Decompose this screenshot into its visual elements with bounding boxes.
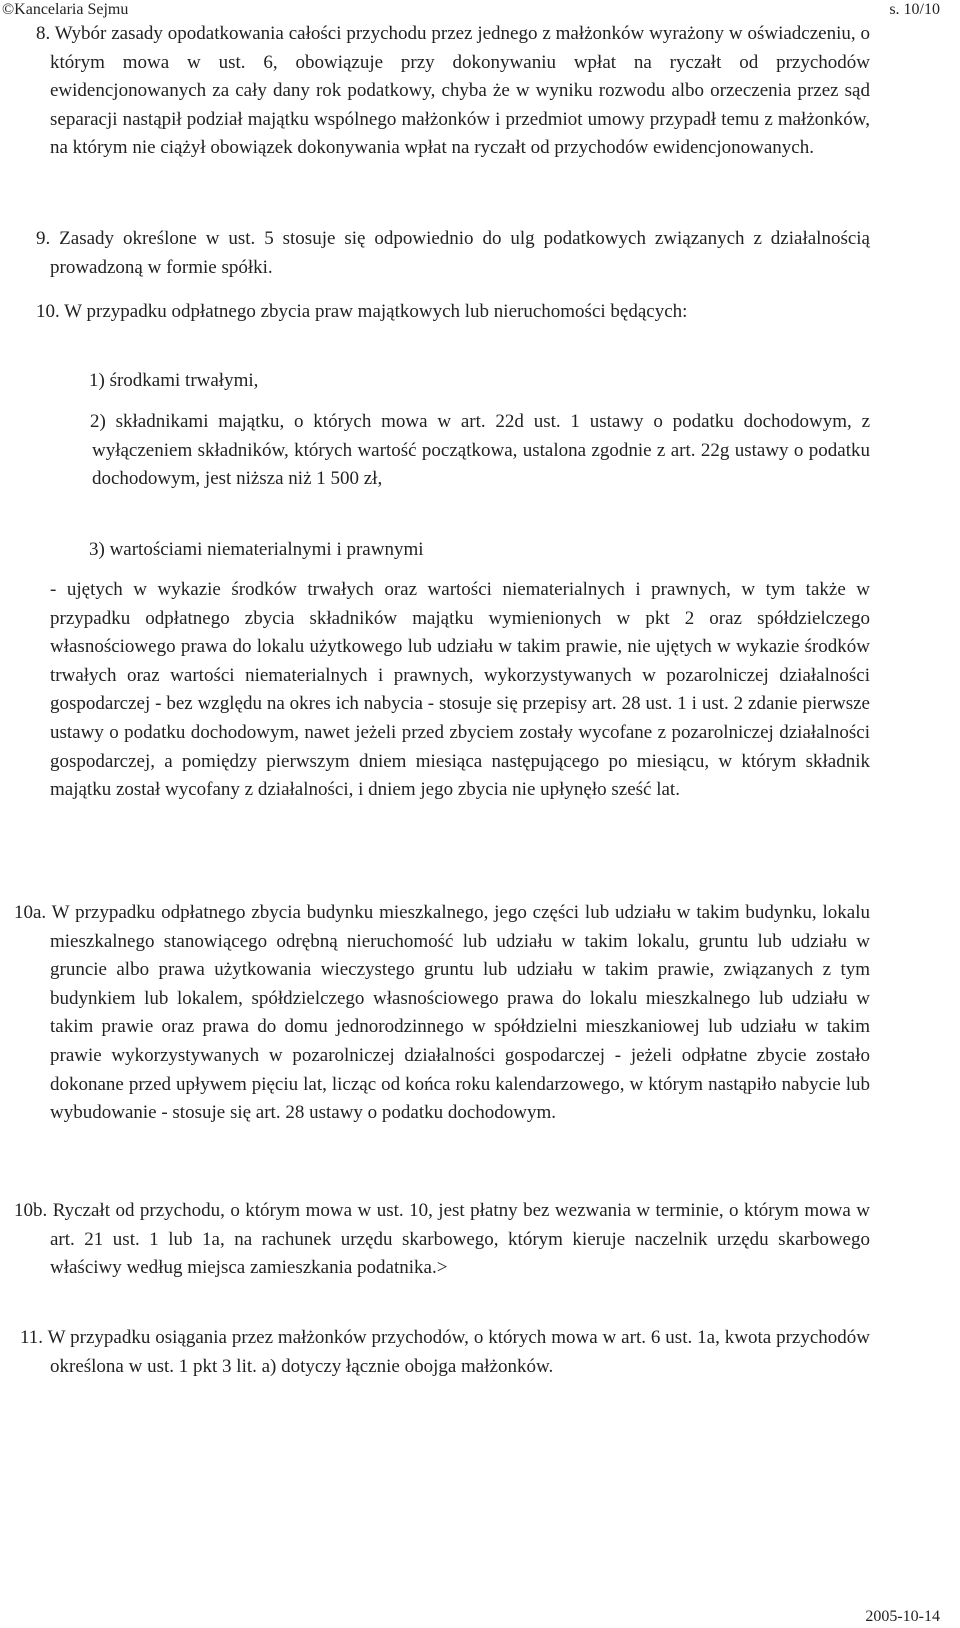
header-source: ©Kancelaria Sejmu (2, 1, 129, 18)
paragraph-10-item-1: 1) środkami trwałymi, (89, 370, 259, 391)
paragraph-11: 11. W przypadku osiągania przez małżonków przychodów, o których mowa w art. 6 ust. 1a, kwota przychodów określona w ust. 1 pkt 3 lit. a) dotyczy łącznie obojga małżonków. (20, 1327, 870, 1377)
paragraph-10: 10. W przypadku odpłatnego zbycia praw majątkowych lub nieruchomości będących: (36, 301, 688, 322)
paragraph-10-item-3: 3) wartościami niematerialnymi i prawnymi (89, 539, 424, 560)
paragraph-10-item-2: 2) składnikami majątku, o których mowa w art. 22d ust. 1 ustawy o podatku dochodowym, z wyłączeniem składników, których wartość początkowa, ustalona zgodnie z art. 22g ustawy o podatku dochodowym, jest niższa niż 1 500 zł, (90, 411, 870, 490)
paragraph-8: 8. Wybór zasady opodatkowania całości przychodu przez jednego z małżonków wyrażony w oświadczeniu, o którym mowa w ust. 6, obowiązuje przy dokonywaniu wpłat na ryczałt od przychodów ewidencjonowanych za cały dany rok podatkowy, chyba że w wyniku rozwodu albo orzeczenia przez sąd separacji nastąpił podział majątku wspólnego małżonków i przedmiot umowy przypadł temu z małżonków, na którym nie ciążył obowiązek dokonywania wpłat na ryczałt od przychodów ewidencjonowanych. (36, 23, 870, 159)
footer-date: 2005-10-14 (865, 1608, 940, 1625)
paragraph-10-tail: - ujętych w wykazie środków trwałych oraz wartości niematerialnych i prawnych, w tym także w przypadku odpłatnego zbycia składników majątku wymienionych w pkt 2 oraz spółdzielczego własnościowego prawa do lokalu użytkowego lub udziału w takim prawie, nie ujętych w wykazie środków trwałych oraz wartości niematerialnych i prawnych, wykorzystywanych w pozarolniczej działalności gospodarczej - bez względu na okres ich nabycia - stosuje się przepisy art. 28 ust. 1 i ust. 2 zdanie pierwsze ustawy o podatku dochodowym, nawet jeżeli przed zbyciem zostały wycofane z pozarolniczej działalności gospodarczej, a pomiędzy pierwszym dniem miesiąca następującego po miesiącu, w którym składnik majątku został wycofany z działalności, i dniem jego zbycia nie upłynęło sześć lat. (50, 579, 870, 801)
header-page-number: s. 10/10 (889, 1, 940, 18)
paragraph-9: 9. Zasady określone w ust. 5 stosuje się odpowiednio do ulg podatkowych związanych z działalnością prowadzoną w formie spółki. (36, 228, 870, 278)
paragraph-10a: 10a. W przypadku odpłatnego zbycia budynku mieszkalnego, jego części lub udziału w takim budynku, lokalu mieszkalnego stanowiącego odrębną nieruchomość lub udziału w takim lokalu, gruntu lub udziału w gruncie albo prawa użytkowania wieczystego gruntu lub udziału w takim prawie, związanych z tym budynkiem lub lokalem, spółdzielczego własnościowego prawa do lokalu mieszkalnego lub udziału w takim prawie oraz prawa do domu jednorodzinnego w spółdzielni mieszkaniowej lub udziału w takim prawie wykorzystywanych w pozarolniczej działalności gospodarczej - jeżeli odpłatne zbycie zostało dokonane przed upływem pięciu lat, licząc od końca roku kalendarzowego, w którym nastąpiło nabycie lub wybudowanie - stosuje się art. 28 ustawy o podatku dochodowym. (14, 902, 870, 1124)
paragraph-10b: 10b. Ryczałt od przychodu, o którym mowa w ust. 10, jest płatny bez wezwania w terminie, o którym mowa w art. 21 ust. 1 lub 1a, na rachunek urzędu skarbowego, którym kieruje naczelnik urzędu skarbowego właściwy według miejsca zamieszkania podatnika.> (14, 1200, 870, 1279)
